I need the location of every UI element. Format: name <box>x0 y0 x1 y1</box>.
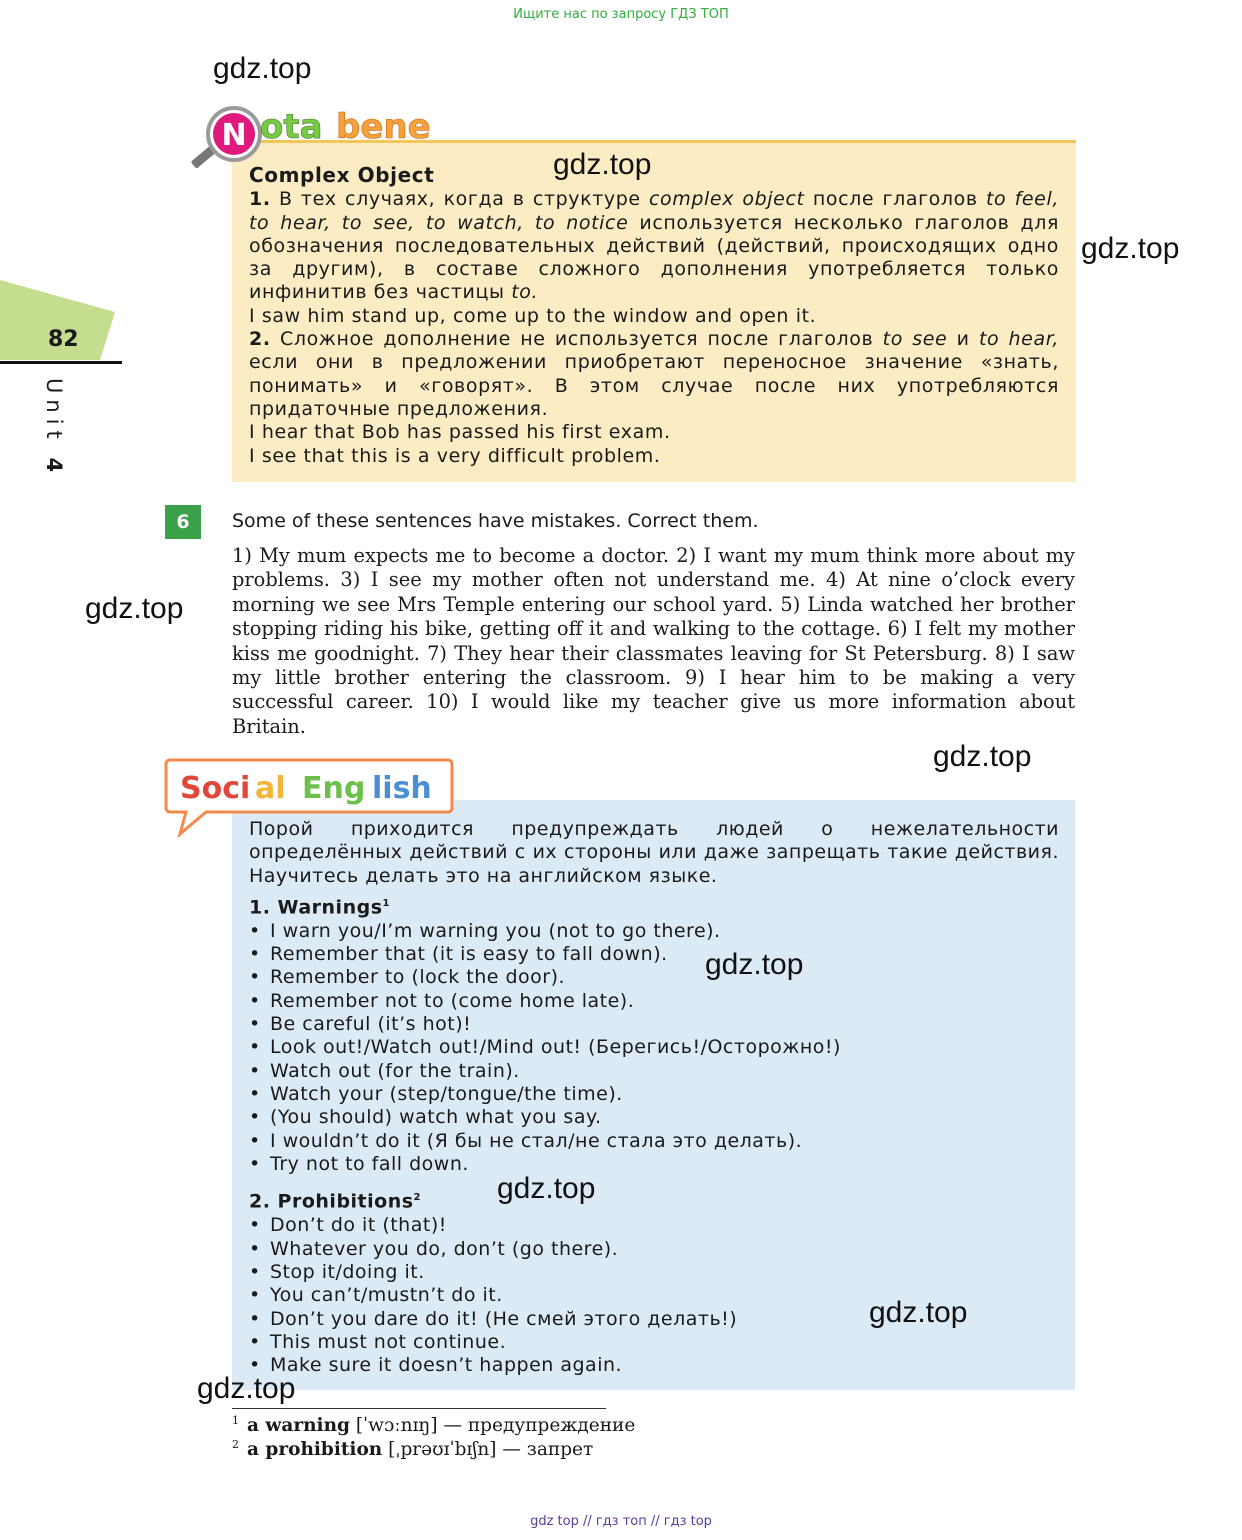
page-number-rule <box>0 361 122 364</box>
social-intro: Порой приходится предупреждать людей о нежелательности определённых действий с их стороны или даже запрещать такие действия. Научитесь делать это на английском языке. <box>249 818 1059 887</box>
warnings-list <box>249 920 1059 1177</box>
footnote-1: $^1$ a warning [ˈwɔːnɪŋ] — предупреждение <box>232 1414 636 1437</box>
watermark: gdz.top <box>933 740 1032 773</box>
nota-example-3: I see that this is a very difficult problem. <box>249 444 661 467</box>
social-english-content <box>249 818 1059 1378</box>
watermark: gdz.top <box>497 1172 596 1205</box>
list-item: • Don’t you dare do it! (Не смей этого делать!) <box>249 1308 1059 1331</box>
list-item: • Remember that (it is easy to fall down). <box>249 943 1059 966</box>
list-item: • You can’t/mustn’t do it. <box>249 1284 1059 1307</box>
watermark: gdz.top <box>1081 232 1180 265</box>
list-item: • Don’t do it (that)! <box>249 1214 1059 1237</box>
list-item: • (You should) watch what you say. <box>249 1106 1059 1129</box>
list-item: • Make sure it doesn’t happen again. <box>249 1354 1059 1377</box>
list-item: • Remember not to (come home late). <box>249 990 1059 1013</box>
svg-text:al: al <box>255 771 286 806</box>
header-link[interactable]: Ищите нас по запросу ГДЗ ТОП <box>513 7 729 22</box>
footnote-rule <box>232 1408 606 1409</box>
footnote-2: $^2$ a prohibition [ˌprəʊɪˈbɪʃn] — запрет <box>232 1438 594 1461</box>
watermark: gdz.top <box>85 592 184 625</box>
exercise-instruction: Some of these sentences have mistakes. Correct them. <box>232 510 759 532</box>
svg-text:ota: ota <box>260 107 323 147</box>
list-item: • Stop it/doing it. <box>249 1261 1059 1284</box>
footer-links[interactable]: gdz top // гдз топ // гдз top <box>530 1514 712 1529</box>
watermark: gdz.top <box>869 1296 968 1329</box>
nota-title: Complex Object <box>249 163 435 187</box>
svg-text:Soci: Soci <box>180 771 251 806</box>
list-item: • This must not continue. <box>249 1331 1059 1354</box>
nota-example-1: I saw him stand up, come up to the window and open it. <box>249 304 817 327</box>
watermark: gdz.top <box>553 148 652 181</box>
page-number: 82 <box>48 327 79 352</box>
exercise-number-badge: 6 <box>165 505 201 539</box>
watermark: gdz.top <box>705 948 804 981</box>
svg-text:Eng: Eng <box>302 771 366 806</box>
list-item: • Watch out (for the train). <box>249 1060 1059 1083</box>
nota-rule-1: 1. В тех случаях, когда в структуре complex object после глаголов to feel, to hear, to see, to watch, to notice используется несколько глаголов для обозначения последовательных действий (действий, происходящих одно за другим), в составе сложного дополнения употребляется только инфинитив без частицы to. <box>249 188 1060 304</box>
list-item: • Look out!/Watch out!/Mind out! (Берегись!/Осторожно!) <box>249 1036 1059 1059</box>
svg-text:bene: bene <box>336 107 431 147</box>
list-item: • Remember to (lock the door). <box>249 966 1059 989</box>
list-item: • I wouldn’t do it (Я бы не стал/не стала это делать). <box>249 1130 1059 1153</box>
prohibitions-heading: 2. Prohibitions$^2$ <box>249 1190 422 1213</box>
list-item: • Whatever you do, don’t (go there). <box>249 1238 1059 1261</box>
list-item: • I warn you/I’m warning you (not to go there). <box>249 920 1059 943</box>
svg-text:N: N <box>221 118 247 153</box>
unit-label: Unit 4 <box>42 378 66 479</box>
nota-example-2: I hear that Bob has passed his first exam. <box>249 421 671 444</box>
exercise-sentences: 1) My mum expects me to become a doctor. 2) I want my mum think more about my problems. 3) I see my mother often not understand me. 4) At nine o’clock every morning we see Mrs Temple entering our school yard. 5) Linda watched her brother stopping riding his bike, getting off it and walking to the cottage. 6) I felt my mother kiss me goodnight. 7) They hear their classmates leaving for St Petersburg. 8) I saw my little brother entering the classroom. 9) I hear him to be making a very successful career. 10) I would like my teacher give us more information about Britain. <box>232 544 1075 738</box>
list-item: • Try not to fall down. <box>249 1153 1059 1176</box>
watermark: gdz.top <box>197 1372 296 1405</box>
nota-rule-2: 2. Сложное дополнение не используется после глаголов to see и to hear, если они в предложении приобретают переносное значение «знать, понимать» и «говорят». В этом случае после них употребляются придаточные предложения. <box>249 328 1060 420</box>
svg-text:lish: lish <box>372 771 432 806</box>
list-item: • Watch your (step/tongue/the time). <box>249 1083 1059 1106</box>
page-corner-decoration <box>0 280 125 370</box>
nota-bene-content <box>249 164 1059 468</box>
warnings-heading: 1. Warnings$^1$ <box>249 896 390 919</box>
watermark: gdz.top <box>213 52 312 85</box>
list-item: • Be careful (it’s hot)! <box>249 1013 1059 1036</box>
